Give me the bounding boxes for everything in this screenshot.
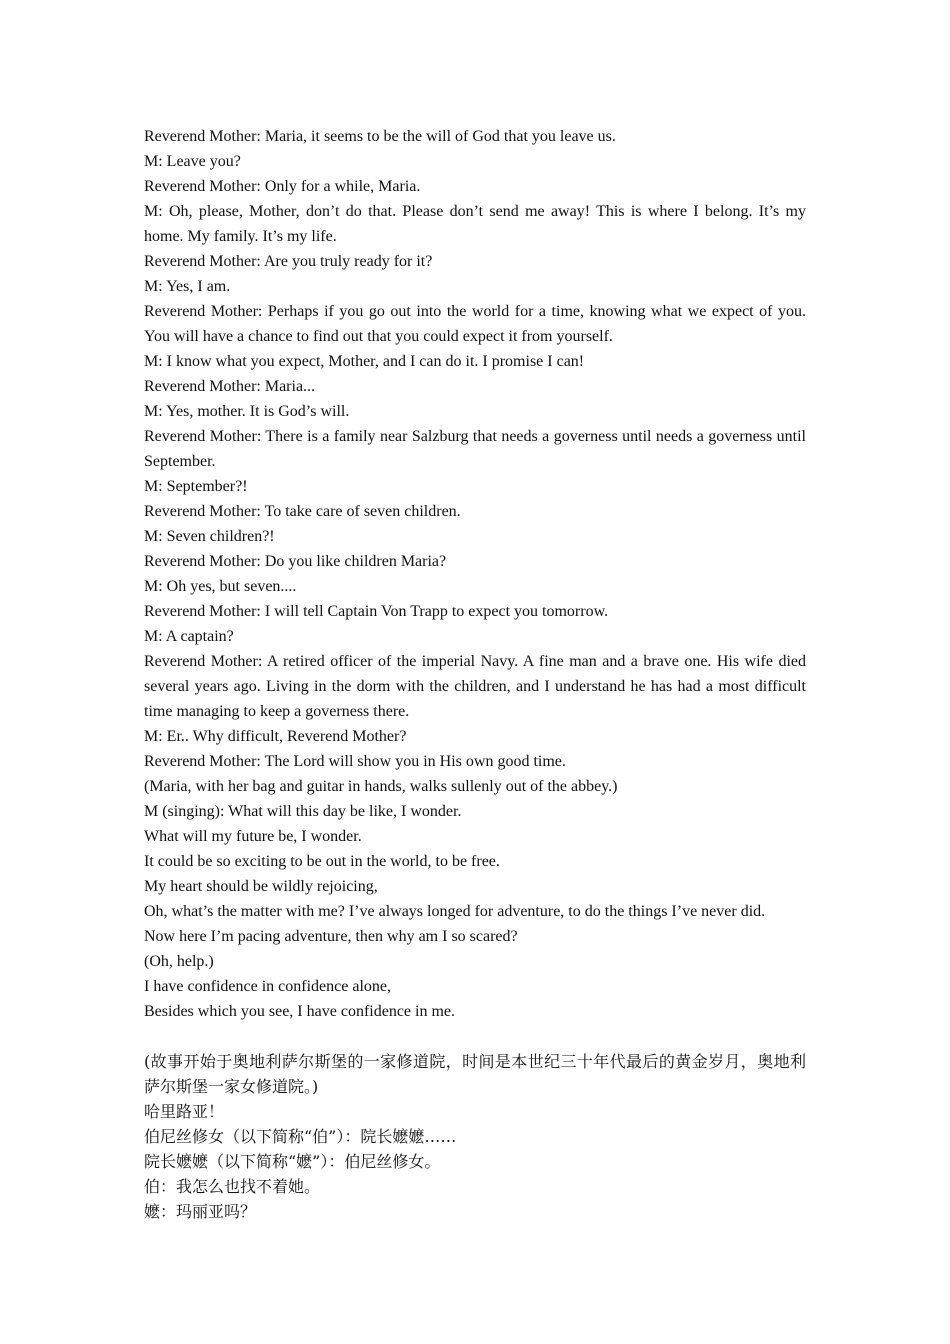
chinese-line: 院长嬷嬷（以下简称“嬷”）：伯尼丝修女。 bbox=[144, 1152, 441, 1171]
paragraph-gap bbox=[144, 1024, 806, 1049]
dialogue-line: M: Leave you? bbox=[144, 153, 241, 170]
chinese-line: 伯：我怎么也找不着她。 bbox=[144, 1177, 321, 1196]
dialogue-line: Reverend Mother: Maria... bbox=[144, 378, 316, 395]
document-page bbox=[144, 124, 806, 1224]
dialogue-line: Reverend Mother: Are you truly ready for it? bbox=[144, 253, 433, 270]
dialogue-line: M: I know what you expect, Mother, and I can do it. I promise I can! bbox=[144, 353, 585, 370]
song-line: Now here I’m pacing adventure, then why am I so scared? bbox=[144, 928, 518, 945]
song-line: It could be so exciting to be out in the world, to be free. bbox=[144, 853, 500, 870]
song-line: What will my future be, I wonder. bbox=[144, 828, 362, 845]
dialogue-line: M: Er.. Why difficult, Reverend Mother? bbox=[144, 728, 407, 745]
dialogue-line: M: Yes, I am. bbox=[144, 278, 231, 295]
dialogue-line: M: September?! bbox=[144, 478, 248, 495]
song-line: Oh, what’s the matter with me? I’ve always longed for adventure, to do the things I’ve never did. bbox=[144, 903, 766, 920]
dialogue-line: Reverend Mother: There is a family near Salzburg that needs a governess until needs a governess until September. bbox=[144, 428, 806, 470]
dialogue-line: Reverend Mother: Maria, it seems to be the will of God that you leave us. bbox=[144, 128, 616, 145]
stage-direction: (Maria, with her bag and guitar in hands, walks sullenly out of the abbey.) bbox=[144, 778, 618, 795]
song-line: (Oh, help.) bbox=[144, 953, 214, 970]
dialogue-line: M: Oh yes, but seven.... bbox=[144, 578, 297, 595]
song-line: I have confidence in confidence alone, bbox=[144, 978, 391, 995]
song-line: Besides which you see, I have confidence in me. bbox=[144, 1003, 456, 1020]
dialogue-line: M: A captain? bbox=[144, 628, 234, 645]
song-line: M (singing): What will this day be like, I wonder. bbox=[144, 803, 462, 820]
chinese-dialogue bbox=[144, 1049, 806, 1224]
dialogue-line: Reverend Mother: Only for a while, Maria. bbox=[144, 178, 421, 195]
english-dialogue bbox=[144, 124, 806, 1024]
dialogue-line: M: Oh, please, Mother, don’t do that. Please don’t send me away! This is where I belong. It’s my home. My family. It’s my life. bbox=[144, 203, 806, 245]
dialogue-line: Reverend Mother: Perhaps if you go out into the world for a time, knowing what we expect of you. You will have a chance to find out that you could expect it from yourself. bbox=[144, 303, 806, 345]
chinese-line: 伯尼丝修女（以下简称“伯”）：院长嬷嬷…… bbox=[144, 1127, 457, 1146]
song-line: My heart should be wildly rejoicing, bbox=[144, 878, 378, 895]
chinese-line: 嬷：玛丽亚吗？ bbox=[144, 1202, 257, 1221]
chinese-line: (故事开始于奥地利萨尔斯堡的一家修道院，时间是本世纪三十年代最后的黄金岁月，奥地利萨尔斯堡一家女修道院。) bbox=[144, 1052, 806, 1096]
dialogue-line: Reverend Mother: Do you like children Maria? bbox=[144, 553, 447, 570]
dialogue-line: M: Yes, mother. It is God’s will. bbox=[144, 403, 350, 420]
dialogue-line: M: Seven children?! bbox=[144, 528, 275, 545]
dialogue-line: Reverend Mother: The Lord will show you in His own good time. bbox=[144, 753, 566, 770]
chinese-line: 哈里路亚！ bbox=[144, 1102, 225, 1121]
dialogue-line: Reverend Mother: A retired officer of the imperial Navy. A fine man and a brave one. His wife died several years ago. Living in the dorm with the children, and I understand he has had a most difficult time managing to keep a governess there. bbox=[144, 653, 806, 720]
dialogue-line: Reverend Mother: I will tell Captain Von Trapp to expect you tomorrow. bbox=[144, 603, 609, 620]
dialogue-line: Reverend Mother: To take care of seven children. bbox=[144, 503, 461, 520]
